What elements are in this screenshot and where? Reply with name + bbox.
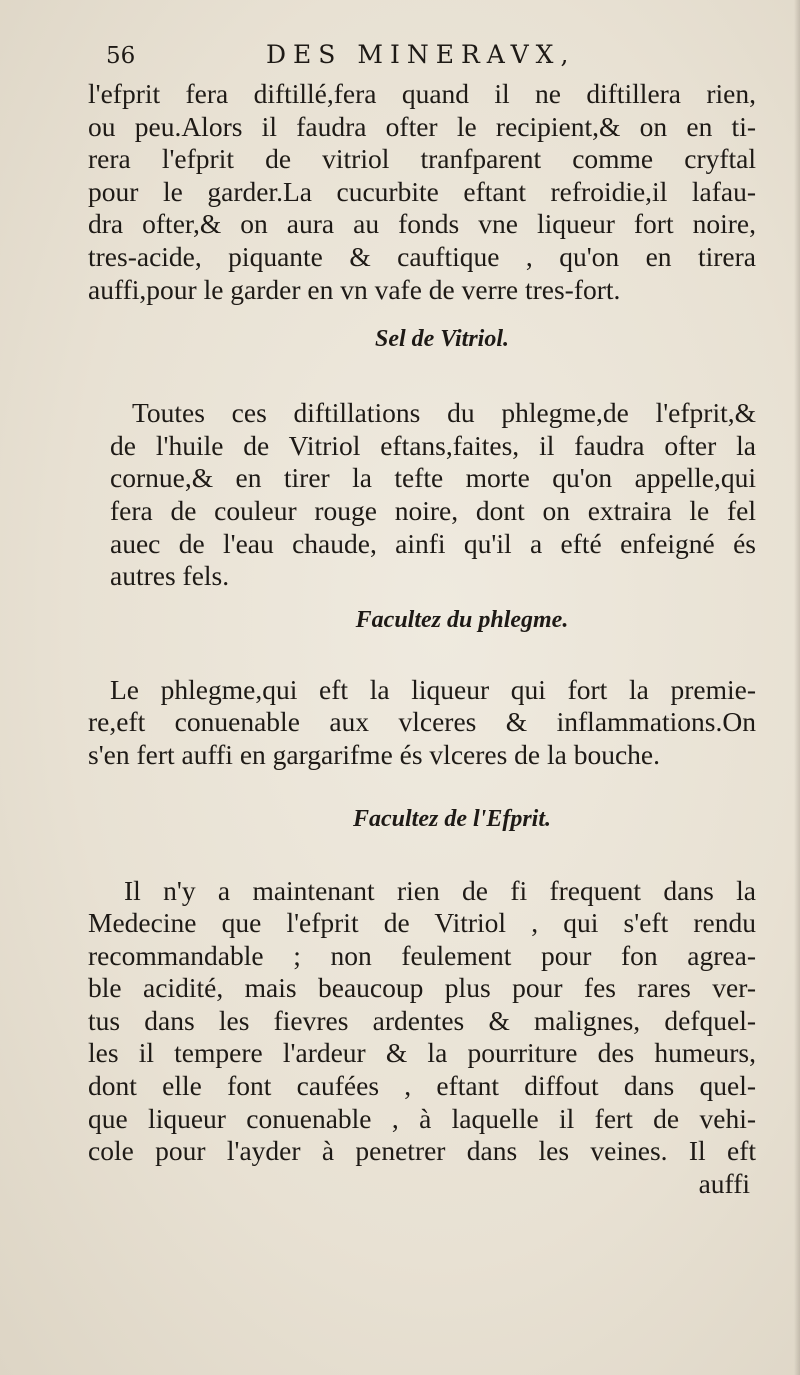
text-line: tres-acide, piquante & cauftique , qu'on en tirera: [88, 240, 756, 272]
text-line: re,eft conuenable aux vlceres & inflammations.On: [88, 706, 756, 738]
text-line: que liqueur conuenable , à laquelle il fert de vehi-: [88, 1102, 756, 1134]
paragraph-distillation: [88, 78, 756, 306]
text-line: Medecine que l'efprit de Vitriol , qui s'eft rendu: [88, 907, 756, 939]
text-line: ou peu.Alors il faudra ofter le recipient,& on en ti-: [88, 110, 756, 142]
text-line: autres fels.: [110, 560, 230, 592]
text-line: dra ofter,& on aura au fonds vne liqueur fort noire,: [88, 208, 756, 240]
text-line: auffi,pour le garder en vn vafe de verre tres-fort.: [88, 273, 621, 305]
section-heading-facultez-du-phlegme: Facultez du phlegme.: [355, 606, 569, 633]
text-line: cornue,& en tirer la tefte morte qu'on appelle,qui: [110, 462, 756, 494]
text-line: s'en fert auffi en gargarifme és vlceres de la bouche.: [88, 738, 661, 770]
running-head: [106, 40, 756, 76]
text-line: de l'huile de Vitriol eftans,faites, il faudra ofter la: [110, 429, 756, 461]
paragraph-esprit: [88, 875, 756, 1168]
paragraph-sel-de-vitriol: [88, 397, 756, 593]
section-heading-facultez-de-l-esprit: Facultez de l'Efprit.: [353, 805, 551, 832]
text-line: Il n'y a maintenant rien de fi frequent dans la: [124, 874, 756, 906]
text-line: dont elle font caufées , eftant diffout dans quel-: [88, 1070, 756, 1102]
text-line: tus dans les fievres ardentes & malignes, defquel-: [88, 1004, 756, 1036]
text-line: rera l'efprit de vitriol tranfparent comme cryftal: [88, 143, 756, 175]
running-title: DES MINERAVX,: [266, 40, 576, 69]
text-line: l'efprit fera diftillé,fera quand il ne diftillera rien,: [88, 78, 756, 109]
text-line: cole pour l'ayder à penetrer dans les veines. Il eft: [88, 1135, 756, 1167]
paragraph-phlegme: [88, 674, 756, 772]
page-number: 56: [106, 43, 136, 69]
text-line: ble acidité, mais beaucoup plus pour fes rares ver-: [88, 972, 756, 1004]
text-line: Toutes ces diftillations du phlegme,de l'efprit,&: [132, 397, 756, 429]
text-line: les il tempere l'ardeur & la pourriture des humeurs,: [88, 1037, 756, 1069]
text-line: recommandable ; non feulement pour fon agrea-: [88, 939, 756, 971]
text-line: fera de couleur rouge noire, dont on extraira le fel: [110, 494, 756, 526]
catchword: auffi: [698, 1167, 750, 1199]
text-line: auec de l'eau chaude, ainfi qu'il a efté enfeigné és: [110, 527, 756, 559]
text-line: Le phlegme,qui eft la liqueur qui fort la premie-: [110, 673, 756, 705]
text-line: pour le garder.La cucurbite eftant refroidie,il lafau-: [88, 175, 756, 207]
section-heading-sel-de-vitriol: Sel de Vitriol.: [374, 326, 509, 353]
